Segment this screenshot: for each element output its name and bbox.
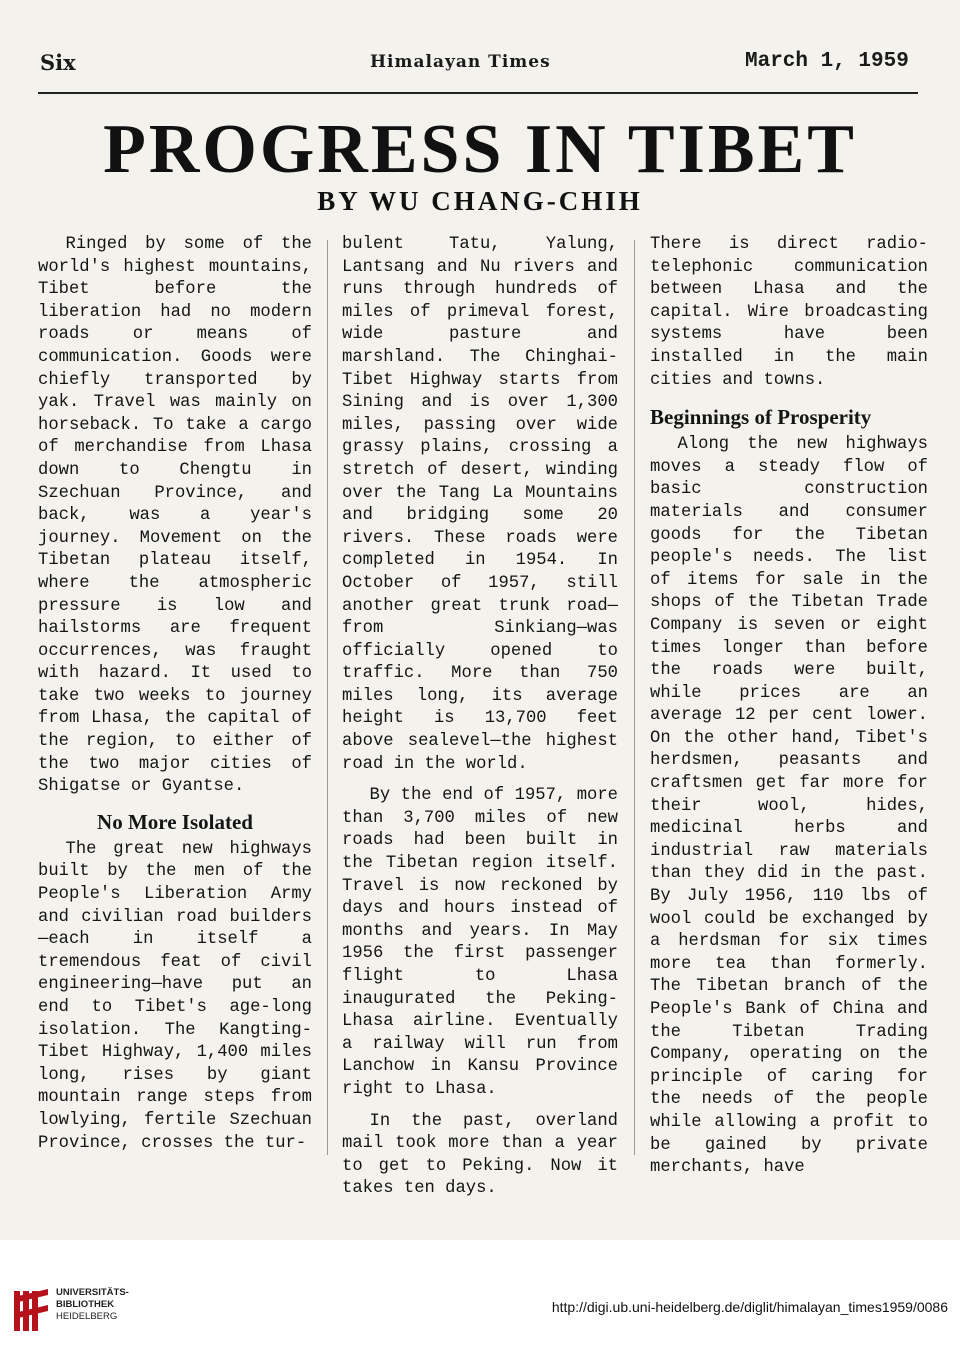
newspaper-name: Himalayan Times <box>370 52 551 72</box>
article-headline: PROGRESS IN TIBET <box>103 111 857 188</box>
article-column-1 <box>38 234 312 1155</box>
page-number: Six <box>40 50 76 75</box>
column-2-paragraph-3: In the past, overland mail took more than a year to get to Peking. Now it takes ten days. <box>342 1111 618 1199</box>
masthead-rule <box>38 92 918 94</box>
subheading-beginnings-of-prosperity: Beginnings of Prosperity <box>650 405 872 430</box>
library-name-line-2: BIBLIOTHEK <box>56 1299 115 1310</box>
subheading-no-more-isolated: No More Isolated <box>97 809 253 834</box>
library-name <box>56 1287 129 1323</box>
column-2-paragraph-1: bulent Tatu, Yalung, Lantsang and Nu rivers and runs through hundreds of miles of primeval forest, wide pasture and marshland. The Chinghai-Tibet Highway starts from Sining and is over 1,300 miles, passing over wide grassy plains, crossing a stretch of desert, winding over the Tang La Mountains and bridging some 20 rivers. These roads were completed in 1954. In October of 1957, still another great trunk road—from Sinkiang—was officially opened to traffic. More than 750 miles long, its average height is 13,700 feet above sealevel—the highest road in the world. <box>342 235 618 774</box>
library-logo-icon <box>12 1287 50 1333</box>
column-3-paragraph-2: Along the new highways moves a steady flow of basic construction materials and consumer goods for the Tibetan people's needs. The list of items for sale in the shops of the Tibetan Trade Company is seven or eight times longer than before the roads were built, while prices are an average 12 per cent lower. On the other hand, Tibet's herdsmen, peasants and craftsmen get far more for their wool, hides, medicinal herbs and industrial raw materials than they did in the past. By July 1956, 110 lbs of wool could be exchanged by a herdsman for six times more tea than formerly. The Tibetan branch of the People's Bank of China and the Tibetan Trading Company, operating on the principle of caring for the needs of the people while allowing a profit to be gained by private merchants, have <box>650 435 928 1178</box>
article-column-3 <box>650 234 928 1180</box>
column-2-paragraph-2: By the end of 1957, more than 3,700 miles of new roads had been built in the Tibetan region itself. Travel is now reckoned by days and hours instead of months and years. In May 1956 the first passenger flight to Lhasa inaugurated the Peking-Lhasa airline. Eventually a railway will run from Lanchow in Kansu Province right to Lhasa. <box>342 786 618 1099</box>
article-byline: BY WU CHANG-CHIH <box>317 186 643 216</box>
column-divider <box>327 240 328 1155</box>
source-url-link[interactable]: http://digi.ub.uni-heidelberg.de/diglit/himalayan_times1959/0086 <box>551 1299 948 1315</box>
library-name-line-3: HEIDELBERG <box>56 1311 118 1322</box>
column-3-paragraph-1: There is direct radio-telephonic communication between Lhasa and the capital. Wire broadcasting systems have been installed in the main cities and towns. <box>650 235 928 390</box>
masthead <box>0 48 960 88</box>
library-name-line-1: UNIVERSITÄTS- <box>56 1287 129 1298</box>
issue-date: March 1, 1959 <box>745 50 909 73</box>
column-divider <box>634 240 635 1155</box>
library-footer <box>0 1277 960 1347</box>
column-1-paragraph-2: The great new highways built by the men of the People's Liberation Army and civilian road builders—each in itself a tremendous feat of civil engineering—have put an end to Tibet's age-long isolation. The Kangting-Tibet Highway, 1,400 miles long, rises by giant mountain range steps from lowlying, fertile Szechuan Province, crosses the tur- <box>38 839 312 1153</box>
article-column-2 <box>342 234 618 1201</box>
column-1-paragraph-1: Ringed by some of the world's highest mountains, Tibet before the liberation had no modern roads or means of communication. Goods were chiefly transported by yak. Travel was mainly on horseback. To take a cargo of merchandise from Lhasa down to Chengtu in Szechuan Province, and back, was a year's journey. Movement on the Tibetan plateau itself, where the atmospheric pressure is low and hailstorms are frequent occurrences, was fraught with hazard. It used to take two weeks to journey from Lhasa, the capital of the region, to either of the two major cities of Shigatse or Gyantse. <box>38 235 312 797</box>
